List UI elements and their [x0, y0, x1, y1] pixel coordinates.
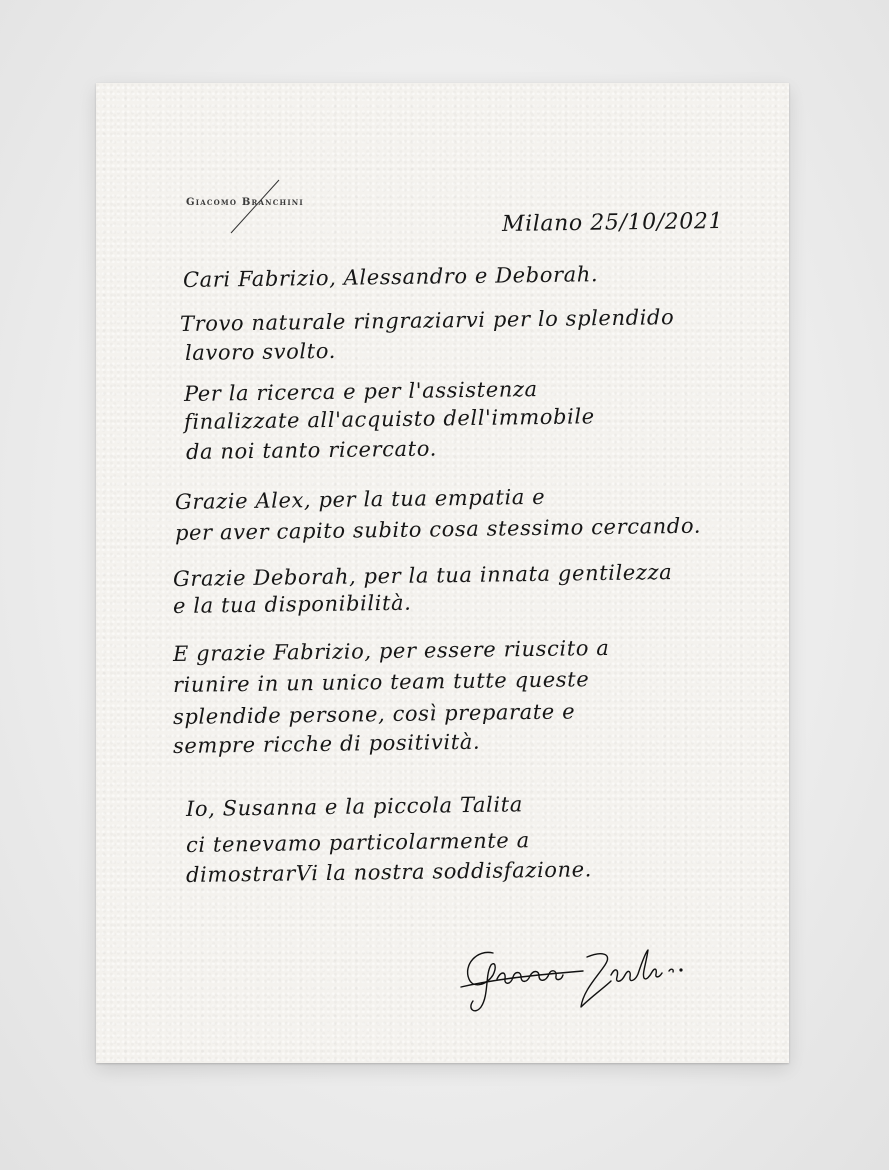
letter-line: e la tua disponibilità. [172, 590, 412, 618]
letter-line: Trovo naturale ringraziarvi per lo splendido [179, 305, 675, 336]
handwritten-signature [455, 935, 705, 1020]
letter-line: splendide persone, così preparate e [172, 699, 576, 729]
letter-line: lavoro svolto. [184, 338, 337, 365]
letter-line: Grazie Alex, per la tua empatia e [174, 484, 546, 514]
letter-line: Per la ricerca e per l'assistenza [183, 377, 538, 406]
letter-line: Io, Susanna e la piccola Talita [185, 792, 524, 821]
letter-line: ci tenevamo particolarmente a [185, 828, 530, 857]
letter-line: riunire in un unico team tutte queste [172, 667, 590, 697]
letter-line: dimostrarVi la nostra soddisfazione. [185, 857, 593, 887]
letterhead-name: Giacomo Branchini [186, 197, 304, 208]
letter-greeting: Cari Fabrizio, Alessandro e Deborah. [182, 262, 599, 292]
letter-line: per aver capito subito cosa stessimo cercando. [174, 513, 702, 545]
letter-line: Grazie Deborah, per la tua innata gentilezza [172, 560, 673, 591]
letter-line: da noi tanto ricercato. [185, 436, 438, 464]
letter-line: sempre ricche di positività. [172, 729, 481, 758]
letterhead-slash-mark [225, 178, 285, 238]
letter-date: Milano 25/10/2021 [501, 208, 724, 237]
letter-line: E grazie Fabrizio, per essere riuscito a [172, 635, 610, 666]
letter-line: finalizzate all'acquisto dell'immobile [183, 404, 595, 434]
